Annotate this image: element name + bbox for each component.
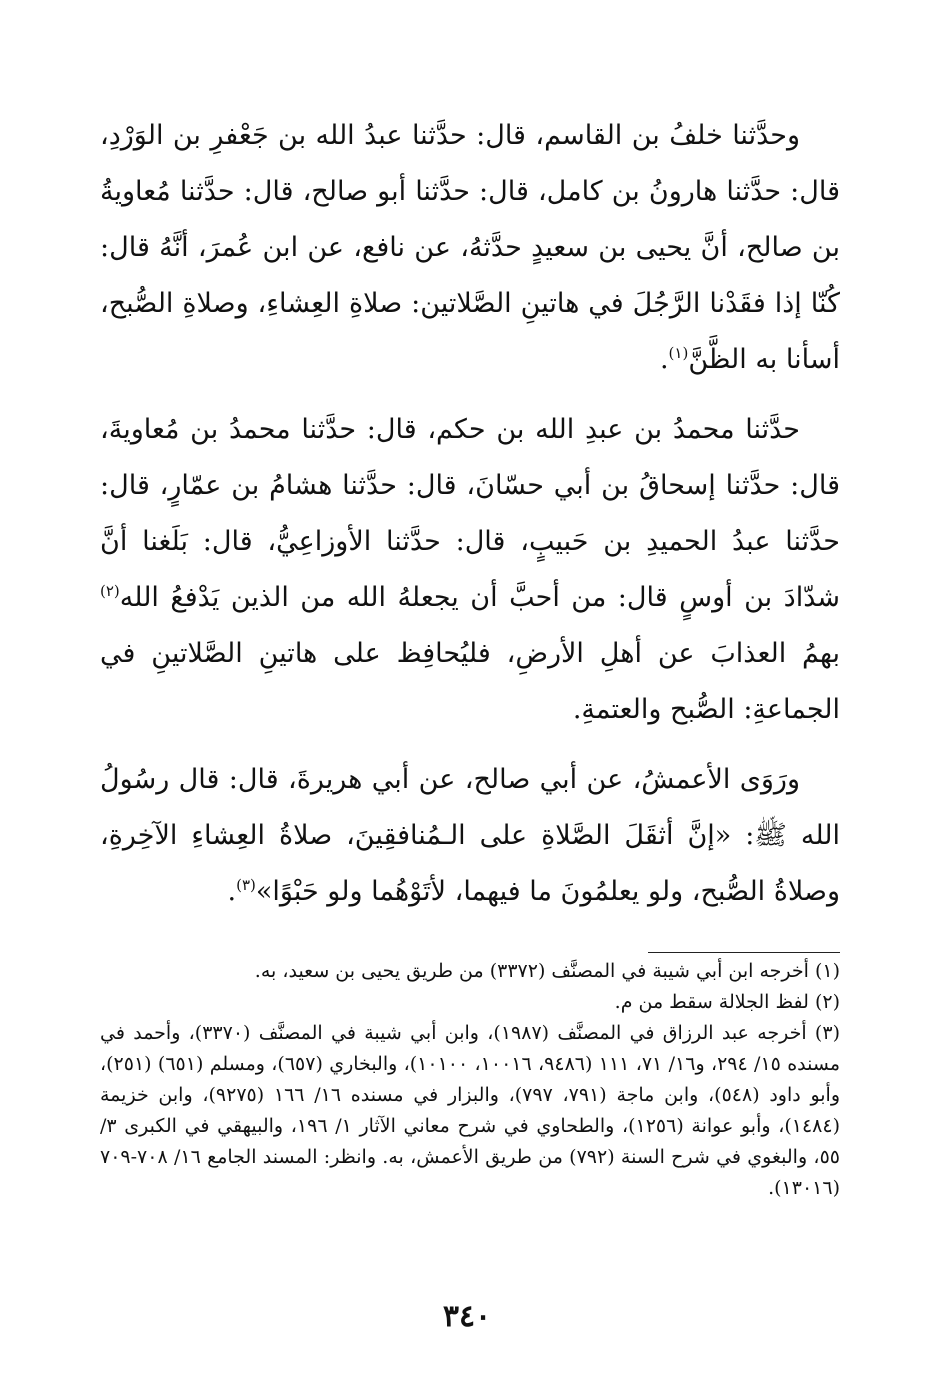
main-text: [100, 108, 840, 934]
footnote-ref-1: (١): [668, 344, 689, 362]
footnote-divider: [648, 952, 840, 953]
paragraph-3-text: ورَوَى الأعمشُ، عن أبي صالح، عن أبي هريرةَ، قال: قال رسُولُ الله ﷺ: «إنَّ أثقَلَ الصَّلاةِ على الـمُنافقِينَ، صلاةُ العِشاءِ الآخِرةِ، وصلاةُ الصُّبح، ولو يعلمُونَ ما فيهما، لأتَوْهُما ولو حَبْوًا»: [100, 764, 840, 907]
footnotes: [100, 956, 840, 1204]
paragraph-3: [100, 752, 840, 920]
paragraph-3-tail: .: [227, 876, 237, 907]
paragraph-1-tail: .: [659, 344, 669, 375]
footnote-2: (٢) لفظ الجلالة سقط من م.: [614, 991, 840, 1013]
footnote-ref-3: (٣): [236, 876, 256, 894]
paragraph-1: [100, 108, 840, 388]
paragraph-2-text: حدَّثنا محمدُ بن عبدِ الله بن حكم، قال: حدَّثنا محمدُ بن مُعاويةَ، قال: حدَّثنا إسحاقُ بن أبي حسّانَ، قال: حدَّثنا هشامُ بن عمّارٍ، قال: حدَّثنا عبدُ الحميدِ بن حَبيبٍ، قال: حدَّثنا الأوزاعِيُّ، قال: بَلَغنا أنَّ شدّادَ بن أوسٍ قال: من أحبَّ أن يجعلهُ الله من الذين يَدْفعُ الله: [100, 414, 840, 613]
paragraph-2-tail: بهمُ العذابَ عن أهلِ الأرضِ، فليُحافِظ على هاتينِ الصَّلاتينِ في الجماعةِ: الصُّبح والعتمةِ.: [100, 638, 840, 725]
paragraph-1-text: وحدَّثنا خلفُ بن القاسم، قال: حدَّثنا عبدُ الله بن جَعْفرِ بن الوَرْدِ، قال: حدَّثنا هارونُ بن كامل، قال: حدَّثنا أبو صالح، قال: حدَّثنا مُعاويةُ بن صالح، أنَّ يحيى بن سعيدٍ حدَّثهُ، عن نافع، عن ابن عُمرَ، أنَّهُ قال: كُنّا إذا فقَدْنا الرَّجُلَ في هاتينِ الصَّلاتين: صلاةِ العِشاءِ، وصلاةِ الصُّبح، أسأنا به الظَّنَّ: [100, 120, 840, 375]
page-number: ٣٤٠: [442, 1299, 492, 1334]
footnote-ref-2: (٢): [100, 582, 120, 600]
footnote-3: (٣) أخرجه عبد الرزاق في المصنَّف (١٩٨٧)، وابن أبي شيبة في المصنَّف (٣٣٧٠)، وأحمد في مسنده ١٥/ ٢٩٤، و١٦/ ٧١، ١١١ (٩٤٨٦، ١٠٠١٦، ١٠١٠٠)، والبخاري (٦٥٧)، ومسلم (٦٥١) (٢٥١)، وأبو داود (٥٤٨)، وابن ماجة (٧٩١، ٧٩٧)، والبزار في مسنده ١٦/ ١٦٦ (٩٢٧٥)، وابن خزيمة (١٤٨٤)، وأبو عوانة (١٢٥٦)، والطحاوي في شرح معاني الآثار ١/ ١٩٦، والبيهقي في الكبرى ٣/ ٥٥، والبغوي في شرح السنة (٧٩٢) من طريق الأعمش، به. وانظر: المسند الجامع ١٦/ ٧٠٨-٧٠٩ (١٣٠١٦).: [100, 1022, 841, 1199]
paragraph-2: [100, 402, 840, 738]
footnote-1: (١) أخرجه ابن أبي شيبة في المصنَّف (٣٣٧٢) من طريق يحيى بن سعيد، به.: [254, 960, 840, 982]
